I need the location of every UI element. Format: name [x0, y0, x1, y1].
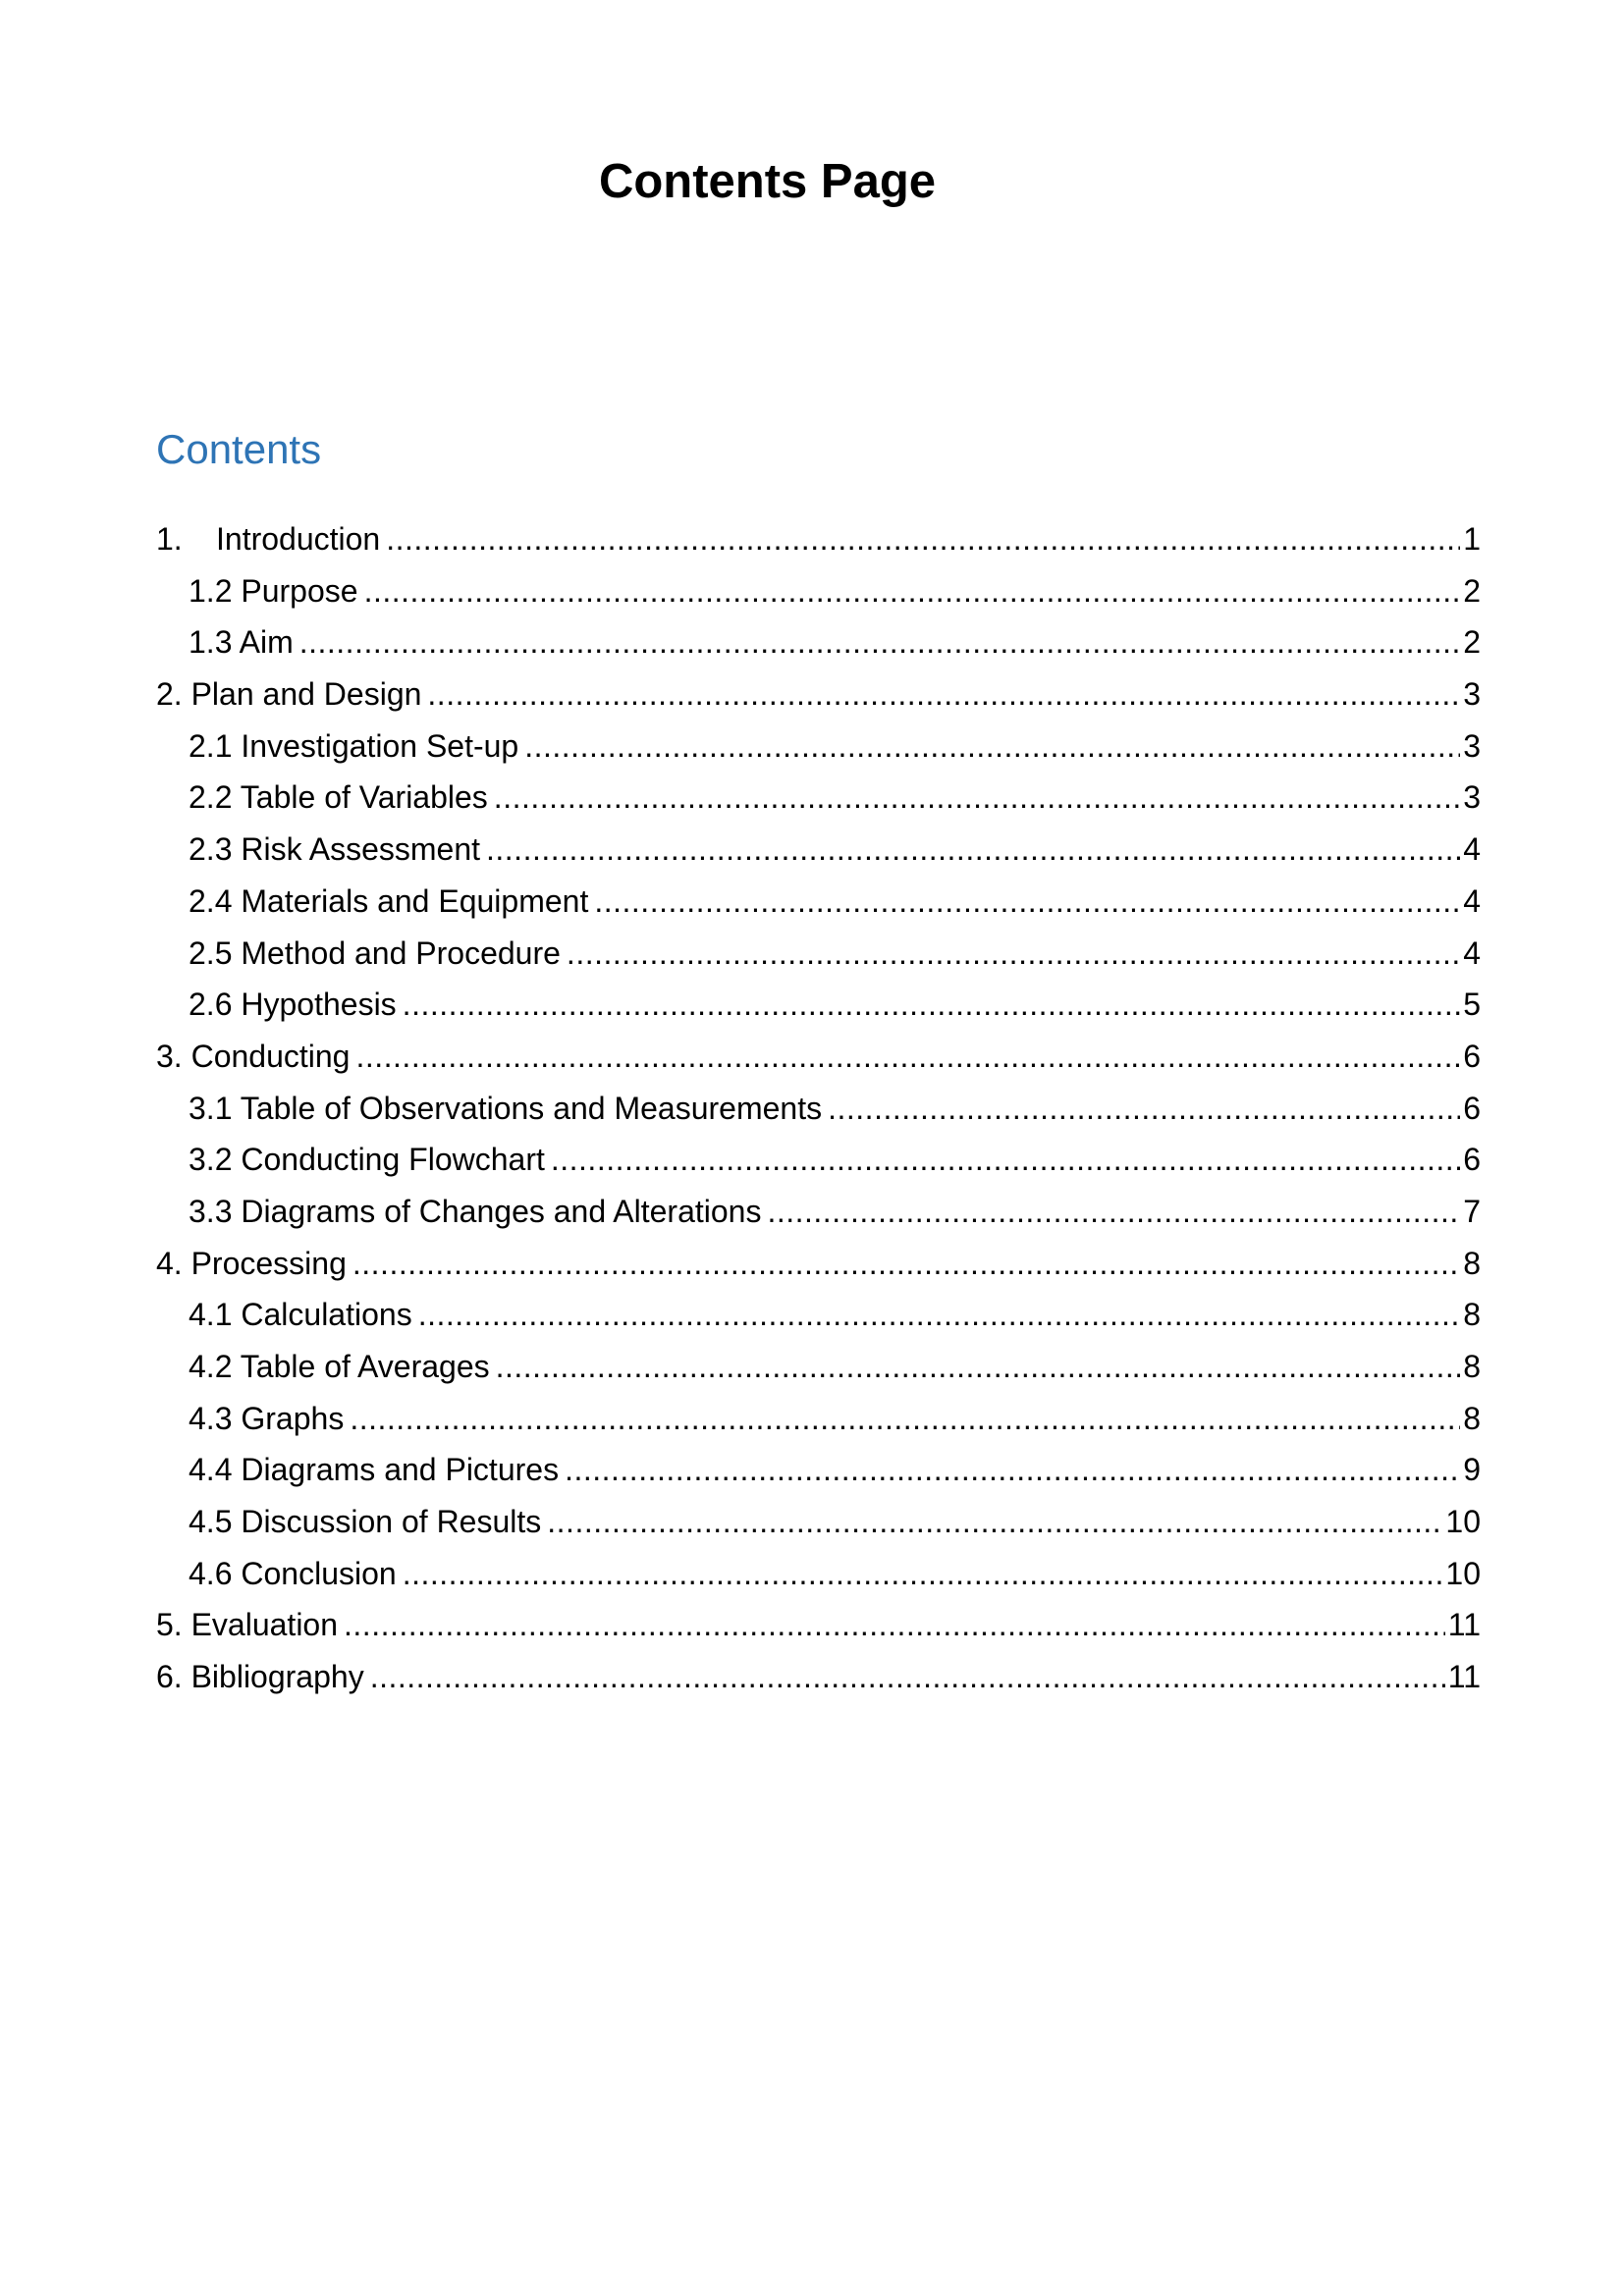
toc-entry-text: Introduction	[216, 521, 381, 557]
toc-entry-label: 3.3 Diagrams of Changes and Alterations	[189, 1193, 762, 1229]
toc-entry-discussion-of-results[interactable]	[156, 1496, 1481, 1548]
toc-entry-label: 4.3 Graphs	[189, 1400, 345, 1436]
page-title: Contents Page	[598, 155, 937, 208]
toc-entry-plan-and-design[interactable]	[156, 668, 1481, 721]
dot-leader	[352, 1238, 1460, 1290]
toc-entry-label: 2.2 Table of Variables	[189, 779, 488, 816]
dot-leader	[828, 1083, 1460, 1135]
toc-entry-label: 2. Plan and Design	[156, 676, 422, 713]
toc-heading: Contents	[156, 426, 322, 472]
toc-entry-label: 5. Evaluation	[156, 1607, 339, 1643]
toc-entry-table-of-variables[interactable]	[156, 772, 1481, 824]
toc-entry-table-of-averages[interactable]	[156, 1341, 1481, 1393]
toc-entry-page: 4	[1463, 934, 1481, 971]
toc-entry-conclusion[interactable]	[156, 1548, 1481, 1600]
dot-leader	[594, 876, 1460, 928]
toc-entry-diagrams-of-changes[interactable]	[156, 1186, 1481, 1238]
toc-entry-aim[interactable]	[156, 616, 1481, 668]
toc-entry-page: 11	[1447, 1659, 1481, 1695]
toc-entry-label: 2.1 Investigation Set-up	[189, 727, 519, 764]
toc-entry-page: 3	[1463, 676, 1481, 713]
toc-entry-page: 10	[1445, 1555, 1481, 1591]
toc-entry-label: 4.4 Diagrams and Pictures	[189, 1452, 560, 1488]
toc-entry-page: 11	[1447, 1607, 1481, 1643]
dot-leader	[403, 1548, 1443, 1600]
toc-entry-page: 8	[1463, 1297, 1481, 1333]
dot-leader	[547, 1496, 1442, 1548]
dot-leader	[567, 928, 1460, 980]
toc-entry-label: 4.2 Table of Averages	[189, 1349, 490, 1384]
toc-entry-purpose[interactable]	[156, 565, 1481, 617]
toc-entry-table-of-observations[interactable]	[156, 1083, 1481, 1135]
toc-entry-method-and-procedure[interactable]	[156, 928, 1481, 980]
dot-leader	[344, 1599, 1445, 1651]
toc-entry-label: 3.2 Conducting Flowchart	[189, 1142, 545, 1178]
dot-leader	[299, 616, 1460, 668]
toc-entry-page: 8	[1463, 1349, 1481, 1384]
toc-entry-label: 1.2 Purpose	[189, 572, 358, 609]
toc-entry-page: 1	[1463, 521, 1481, 557]
table-of-contents	[156, 513, 1481, 1703]
toc-entry-label: 4.5 Discussion of Results	[189, 1504, 542, 1540]
toc-entry-page: 6	[1463, 1038, 1481, 1074]
toc-entry-evaluation[interactable]	[156, 1599, 1481, 1651]
toc-entry-page: 4	[1463, 882, 1481, 919]
dot-leader	[496, 1341, 1461, 1393]
toc-entry-number: 1.	[156, 521, 183, 557]
dot-leader	[767, 1186, 1460, 1238]
toc-entry-label	[156, 513, 380, 565]
toc-entry-hypothesis[interactable]	[156, 979, 1481, 1031]
toc-entry-diagrams-and-pictures[interactable]	[156, 1444, 1481, 1496]
toc-entry-risk-assessment[interactable]	[156, 824, 1481, 876]
dot-leader	[486, 824, 1460, 876]
toc-entry-introduction[interactable]	[156, 513, 1481, 565]
toc-entry-page: 2	[1463, 624, 1481, 661]
toc-entry-label: 4. Processing	[156, 1245, 347, 1281]
dot-leader	[355, 1031, 1460, 1083]
toc-entry-investigation-set-up[interactable]	[156, 721, 1481, 773]
dot-leader	[427, 668, 1460, 721]
toc-entry-page: 8	[1463, 1400, 1481, 1436]
toc-entry-label: 2.5 Method and Procedure	[189, 934, 561, 971]
toc-entry-page: 3	[1463, 779, 1481, 816]
toc-entry-label: 1.3 Aim	[189, 624, 294, 661]
toc-entry-page: 5	[1463, 987, 1481, 1023]
toc-entry-label: 3.1 Table of Observations and Measurements	[189, 1090, 823, 1126]
toc-entry-label: 4.6 Conclusion	[189, 1555, 397, 1591]
toc-entry-materials-and-equipment[interactable]	[156, 876, 1481, 928]
toc-entry-label: 4.1 Calculations	[189, 1297, 412, 1333]
toc-entry-page: 6	[1463, 1142, 1481, 1178]
dot-leader	[364, 565, 1461, 617]
dot-leader	[418, 1289, 1461, 1341]
toc-entry-label: 3. Conducting	[156, 1038, 351, 1074]
toc-entry-graphs[interactable]	[156, 1393, 1481, 1445]
toc-entry-page: 6	[1463, 1090, 1481, 1126]
toc-entry-label: 2.6 Hypothesis	[189, 987, 397, 1023]
toc-entry-label: 2.3 Risk Assessment	[189, 831, 480, 868]
toc-entry-page: 7	[1463, 1193, 1481, 1229]
toc-entry-conducting-flowchart[interactable]	[156, 1134, 1481, 1186]
dot-leader	[551, 1134, 1460, 1186]
dot-leader	[524, 721, 1460, 773]
dot-leader	[350, 1393, 1460, 1445]
toc-entry-page: 8	[1463, 1245, 1481, 1281]
toc-entry-page: 2	[1463, 572, 1481, 609]
toc-entry-calculations[interactable]	[156, 1289, 1481, 1341]
dot-leader	[370, 1651, 1445, 1703]
toc-entry-conducting[interactable]	[156, 1031, 1481, 1083]
toc-entry-page: 3	[1463, 727, 1481, 764]
toc-entry-page: 9	[1463, 1452, 1481, 1488]
dot-leader	[403, 979, 1461, 1031]
toc-entry-bibliography[interactable]	[156, 1651, 1481, 1703]
dot-leader	[494, 772, 1460, 824]
dot-leader	[386, 513, 1460, 565]
toc-entry-page: 10	[1445, 1504, 1481, 1540]
toc-entry-page: 4	[1463, 831, 1481, 868]
toc-entry-label: 6. Bibliography	[156, 1659, 364, 1695]
toc-entry-processing[interactable]	[156, 1238, 1481, 1290]
dot-leader	[565, 1444, 1460, 1496]
toc-entry-label: 2.4 Materials and Equipment	[189, 882, 589, 919]
